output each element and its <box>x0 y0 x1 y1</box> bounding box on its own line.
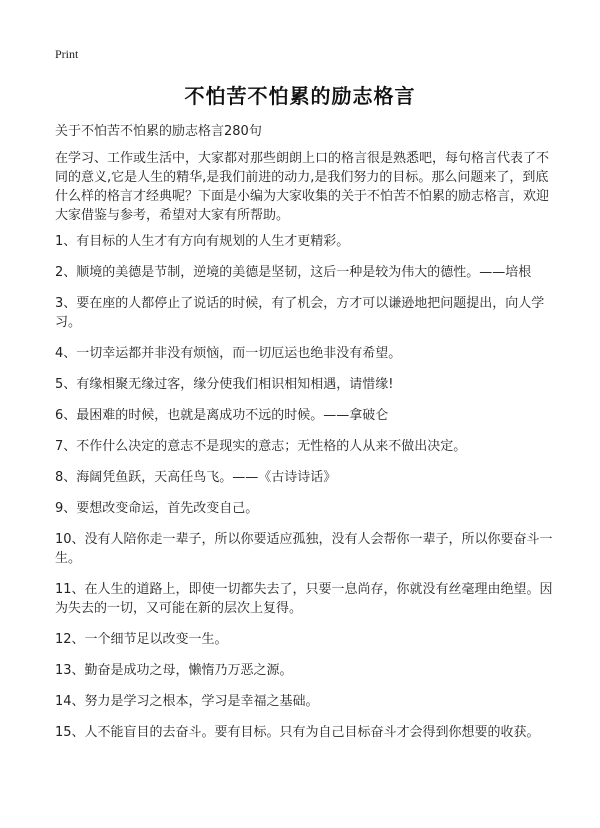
article-subtitle: 关于不怕苦不怕累的励志格言280句 <box>55 124 262 139</box>
list-item: 1、有目标的人生才有方向有规划的人生才更精彩。 <box>55 234 350 249</box>
list-item: 13、勤奋是成功之母，懒惰乃万恶之源。 <box>55 663 293 678</box>
page-title: 不怕苦不怕累的励志格言 <box>184 84 416 108</box>
list-item: 5、有缘相聚无缘过客，缘分使我们相识相知相遇，请惜缘! <box>55 377 394 392</box>
list-item: 15、人不能盲目的去奋斗。要有目标。只有为自己目标奋斗才会得到你想要的收获。 <box>55 725 540 740</box>
list-item: 4、一切幸运都并非没有烦恼，而一切厄运也绝非没有希望。 <box>55 346 402 361</box>
list-item: 11、在人生的道路上，即使一切都失去了，只要一息尚存，你就没有丝毫理由绝望。因为失去的一切，又可能在新的层次上复得。 <box>55 582 553 616</box>
quote-list <box>55 232 555 754</box>
intro-paragraph: 在学习、工作或生活中，大家都对那些朗朗上口的格言很是熟悉吧，每句格言代表了不同的意义,它是人生的精华,是我们前进的动力,是我们努力的目标。那么问题来了，到底什么样的格言才经典呢？下面是小编为大家收集的关于不怕苦不怕累的励志格言，欢迎大家借鉴与参考，希望对大家有所帮助。 <box>55 151 550 223</box>
list-item: 6、最困难的时候，也就是离成功不远的时候。——拿破仑 <box>55 408 389 423</box>
list-item: 10、没有人陪你走一辈子，所以你要适应孤独，没有人会帮你一辈子，所以你要奋斗一生。 <box>55 532 553 566</box>
print-label: Print <box>55 47 79 61</box>
list-item: 2、顺境的美德是节制，逆境的美德是坚韧，这后一种是较为伟大的德性。——培根 <box>55 265 532 280</box>
list-item: 3、要在座的人都停止了说话的时候，有了机会，方才可以谦逊地把问题提出，向人学习。 <box>55 296 545 330</box>
list-item: 7、不作什么决定的意志不是现实的意志；无性格的人从来不做出决定。 <box>55 439 467 454</box>
list-item: 14、努力是学习之根本，学习是幸福之基础。 <box>55 694 319 709</box>
list-item: 9、要想改变命运，首先改变自己。 <box>55 501 259 516</box>
list-item: 8、海阔凭鱼跃，天高任鸟飞。——《古诗诗话》 <box>55 470 337 485</box>
list-item: 12、一个细节足以改变一生。 <box>55 632 228 647</box>
